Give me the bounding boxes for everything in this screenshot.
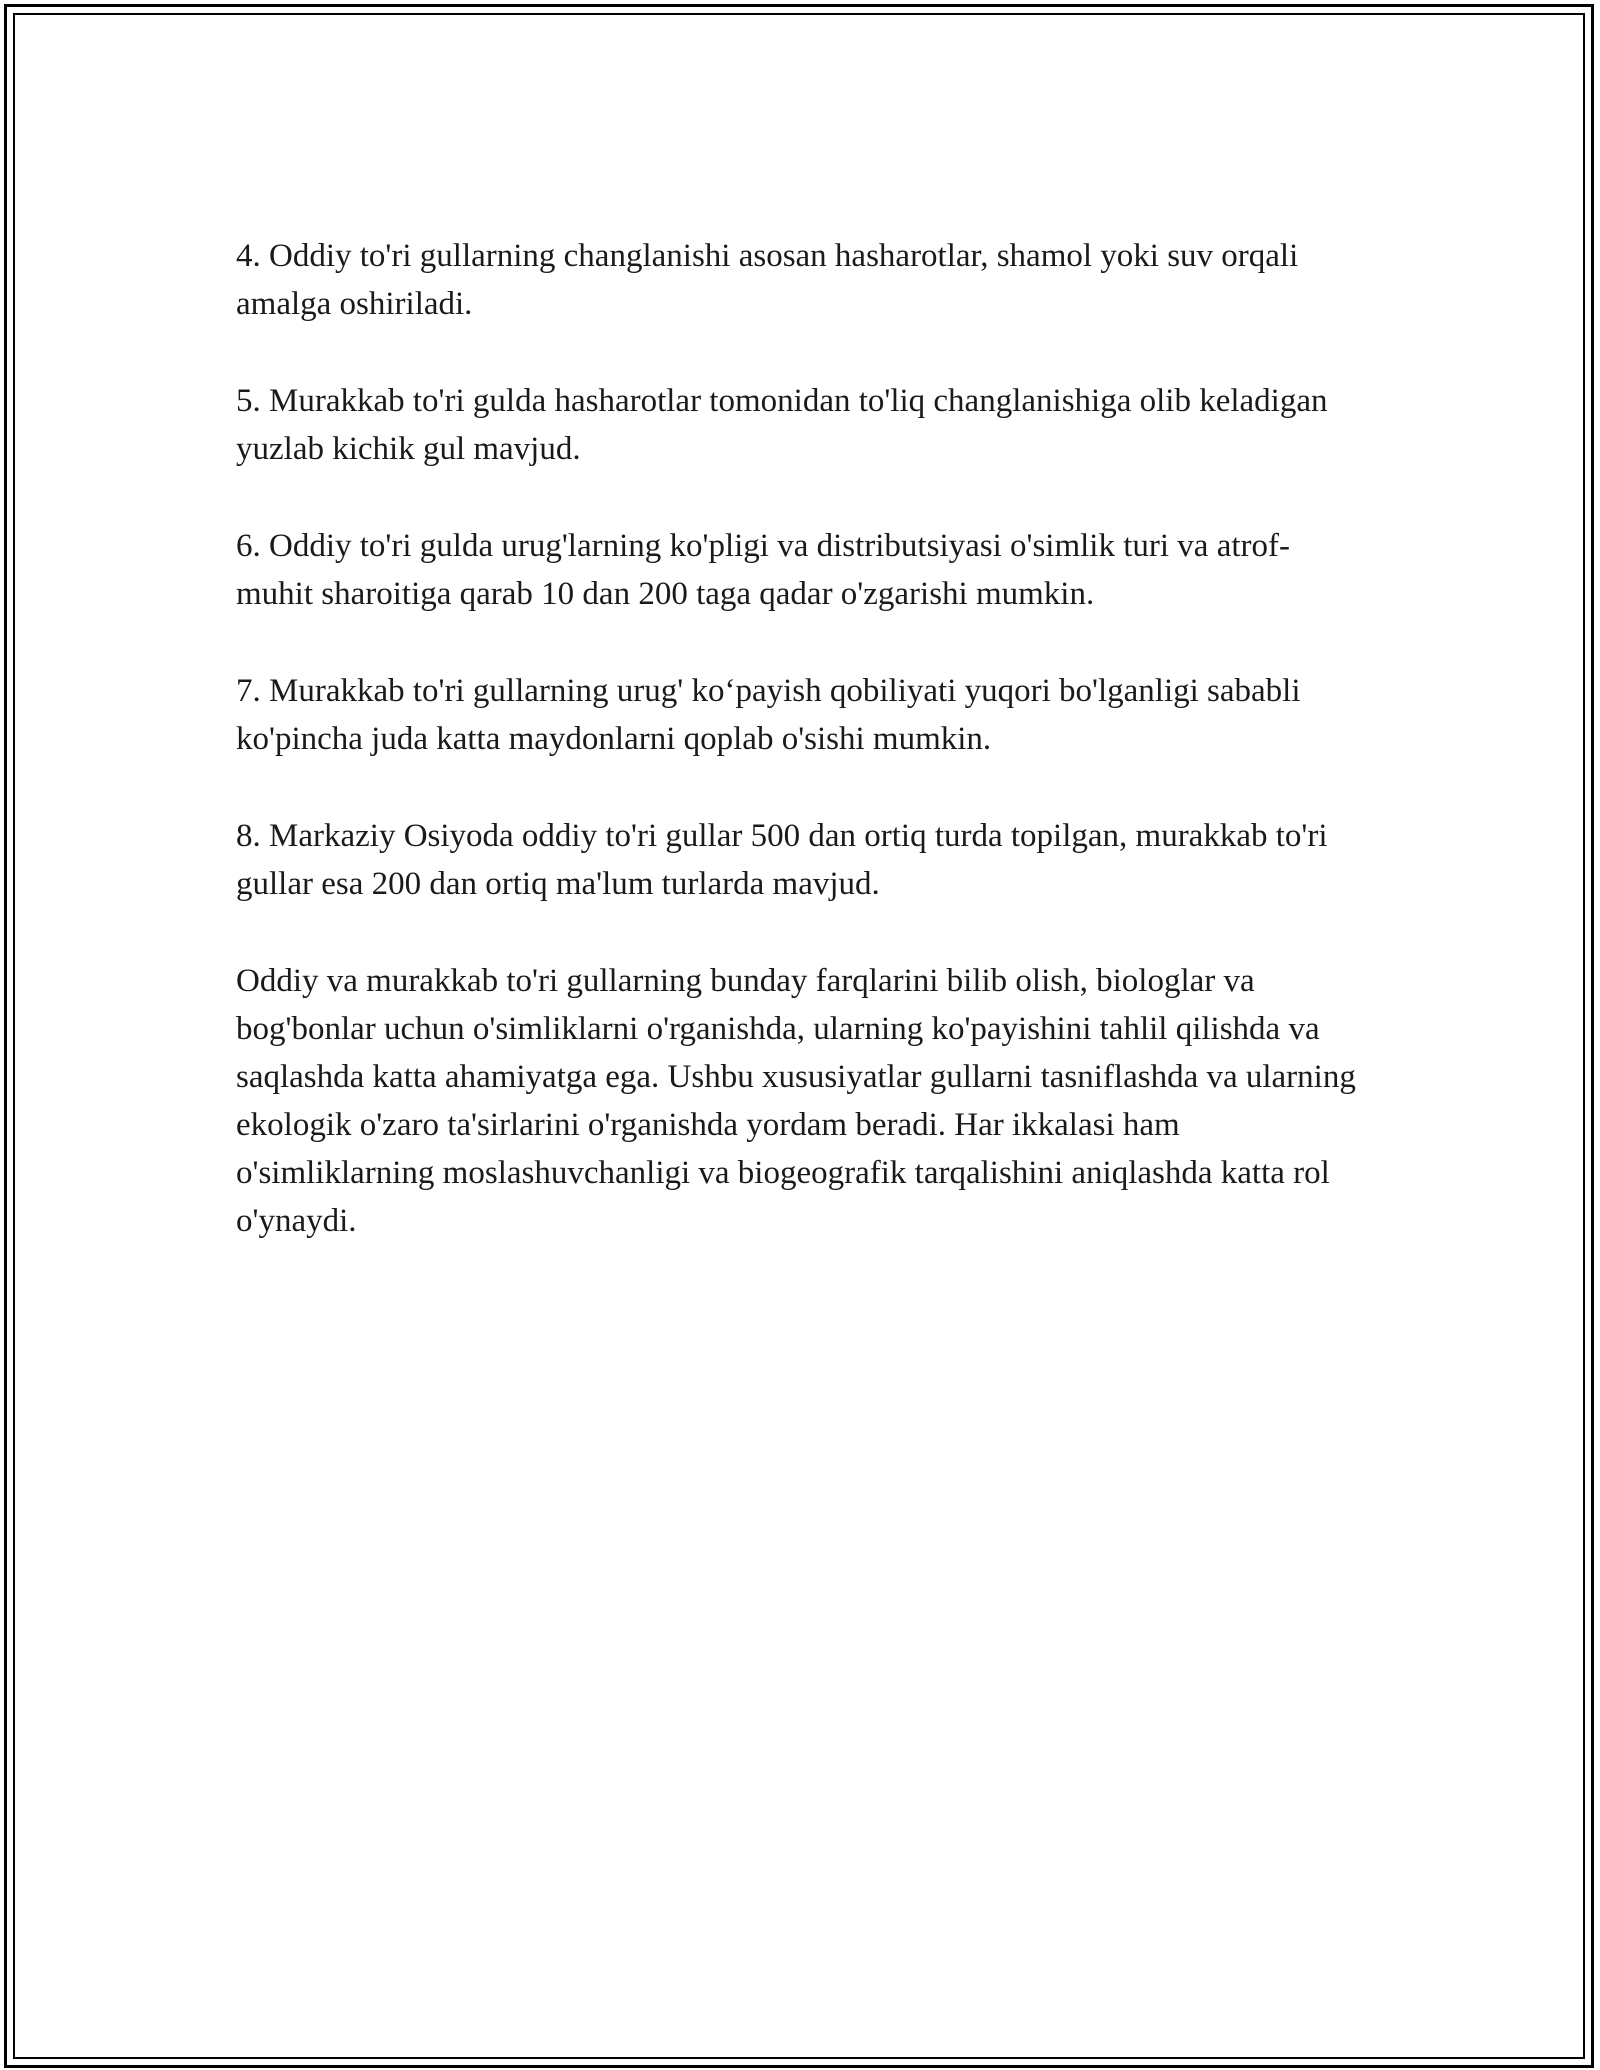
document-body: [236, 232, 1366, 1294]
paragraph-item-6: 6. Oddiy to'ri gulda urug'larning ko'pligi va distributsiyasi o'simlik turi va atrof-muhit sharoitiga qarab 10 dan 200 taga qadar o'zgarishi mumkin.: [236, 528, 1290, 612]
paragraph-item-7: 7. Murakkab to'ri gullarning urug' ko‘payish qobiliyati yuqori bo'lganligi sababli ko'pincha juda katta maydonlarni qoplab o'sishi mumkin.: [236, 673, 1301, 757]
paragraph-item-4: 4. Oddiy to'ri gullarning changlanishi asosan hasharotlar, shamol yoki suv orqali amalga oshiriladi.: [236, 238, 1299, 322]
paragraph-conclusion: Oddiy va murakkab to'ri gullarning bunday farqlarini bilib olish, biologlar va bog'bonlar uchun o'simliklarni o'rganishda, ularning ko'payishini tahlil qilishda va saqlashda katta ahamiyatga ega. Ushbu xususiyatlar gullarni tasniflashda va ularning ekologik o'zaro ta'sirlarini o'rganishda yordam beradi. Har ikkalasi ham o'simliklarning moslashuvchanligi va biogeografik tarqalishini aniqlashda katta rol o'ynaydi.: [236, 963, 1356, 1239]
paragraph-item-5: 5. Murakkab to'ri gulda hasharotlar tomonidan to'liq changlanishiga olib keladigan yuzlab kichik gul mavjud.: [236, 383, 1328, 467]
paragraph-item-8: 8. Markaziy Osiyoda oddiy to'ri gullar 500 dan ortiq turda topilgan, murakkab to'ri gullar esa 200 dan ortiq ma'lum turlarda mavjud.: [236, 818, 1328, 902]
